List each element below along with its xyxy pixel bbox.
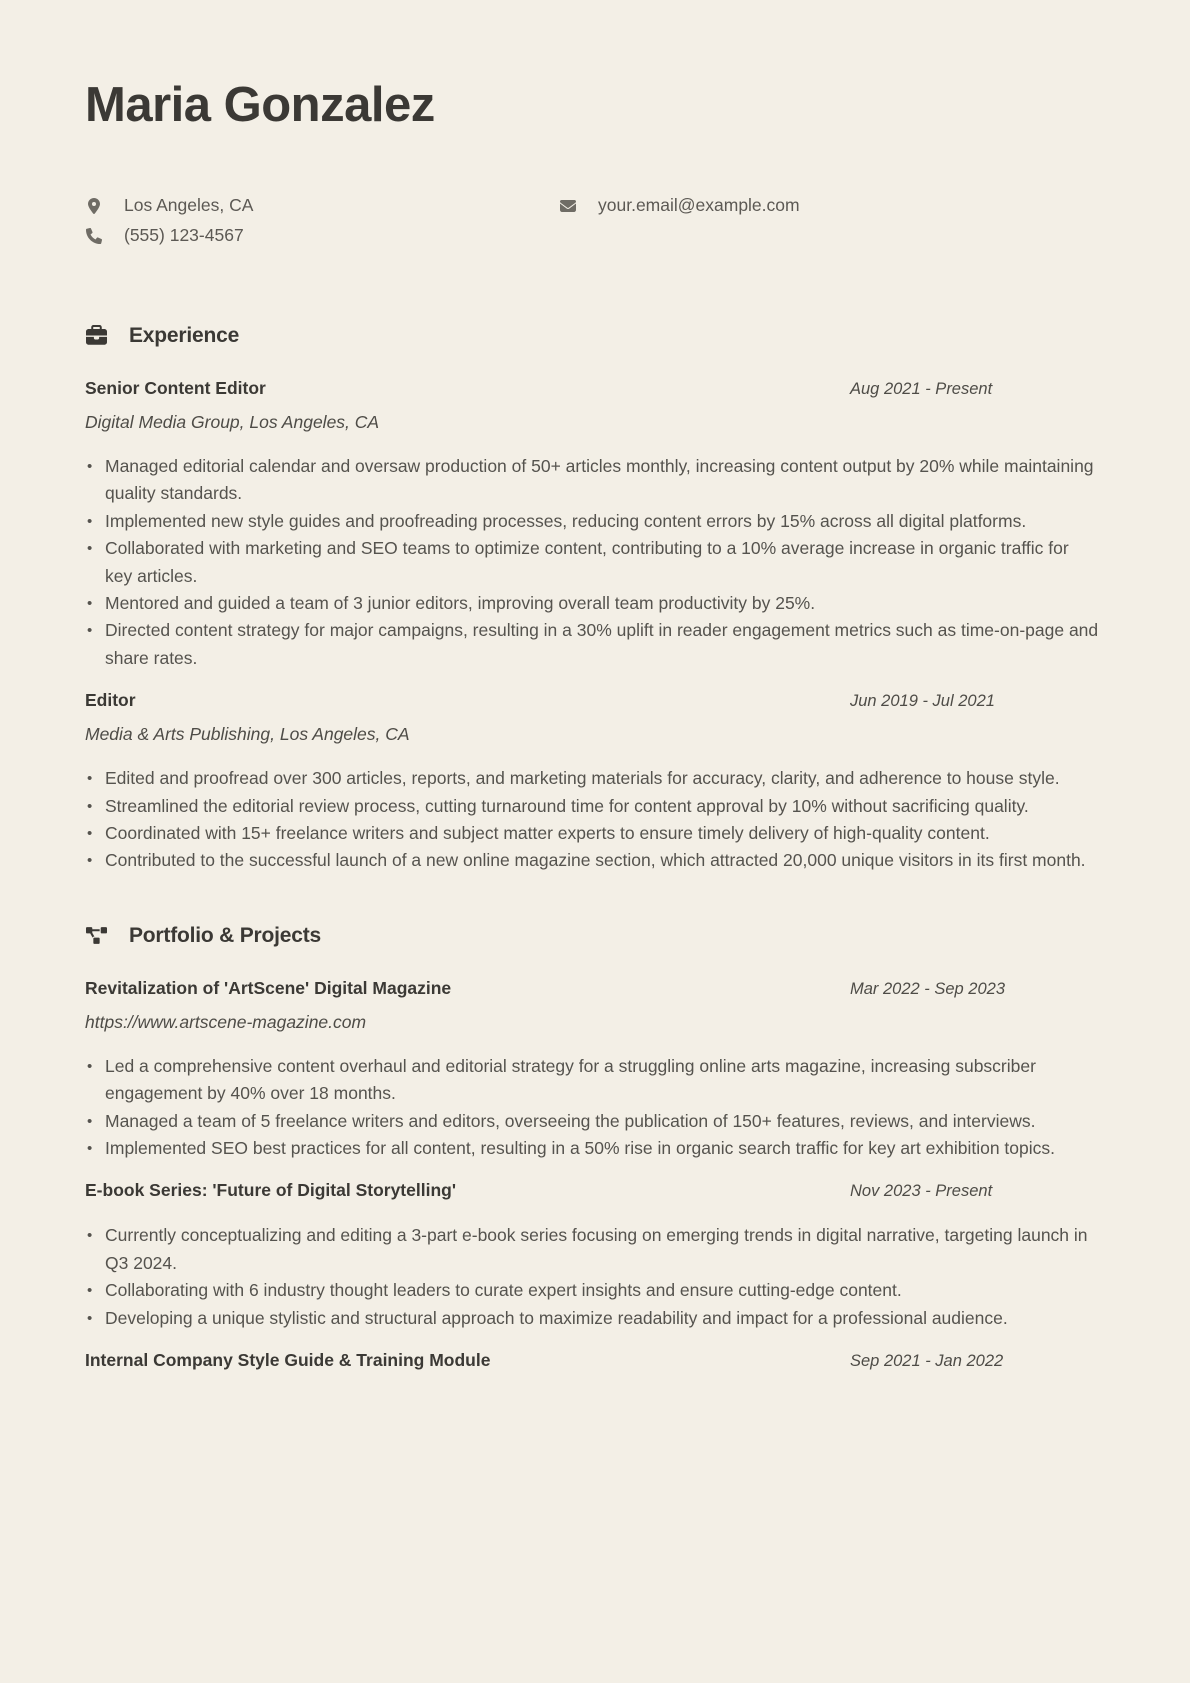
- bullet-item: • Mentored and guided a team of 3 junior editors, improving overall team productivity by 25%.: [85, 590, 1100, 617]
- person-name: Maria Gonzalez: [85, 78, 435, 132]
- bullet-list: [85, 1222, 1100, 1332]
- bullet-item: • Managed a team of 5 freelance writers and editors, overseeing the publication of 150+ features, reviews, and interviews.: [85, 1108, 1100, 1135]
- bullet-item: • Collaborated with marketing and SEO teams to optimize content, contributing to a 10% average increase in organic traffic for key articles.: [85, 535, 1100, 590]
- experience-entry: [85, 687, 1100, 875]
- briefcase-icon: [85, 325, 107, 347]
- section-experience-header: [85, 321, 1100, 351]
- section-title: Experience: [129, 323, 240, 347]
- bullet-item: • Streamlined the editorial review process, cutting turnaround time for content approval by 10% without sacrificing quality.: [85, 793, 1100, 820]
- bullet-item: • Led a comprehensive content overhaul and editorial strategy for a struggling online arts magazine, increasing subscriber engagement by 40% over 18 months.: [85, 1053, 1100, 1108]
- location-pin-icon: [85, 197, 103, 215]
- experience-entry: [85, 375, 1100, 672]
- bullet-list: [85, 1053, 1100, 1163]
- bullet-list: [85, 453, 1100, 672]
- entry-header: [85, 687, 1100, 714]
- contact-info: [85, 191, 1100, 251]
- contact-phone-text: (555) 123-4567: [124, 225, 244, 246]
- project-url-link[interactable]: https://www.artscene-magazine.com: [85, 1011, 367, 1032]
- section-title: Portfolio & Projects: [129, 923, 322, 947]
- section-portfolio-projects: [85, 921, 1100, 1374]
- contact-email-text: your.email@example.com: [598, 195, 800, 216]
- bullet-item: • Directed content strategy for major campaigns, resulting in a 30% uplift in reader engagement metrics such as time-on-page and share rates.: [85, 617, 1100, 672]
- job-title: Senior Content Editor: [85, 377, 266, 398]
- contact-phone: [85, 221, 559, 251]
- bullet-item: • Coordinated with 15+ freelance writers and subject matter experts to ensure timely delivery of high-quality content.: [85, 820, 1100, 847]
- bullet-item: • Edited and proofread over 300 articles, reports, and marketing materials for accuracy, clarity, and adherence to house style.: [85, 765, 1100, 792]
- project-entry: [85, 1347, 1100, 1374]
- contact-column-left: [85, 191, 559, 251]
- entry-header: [85, 375, 1100, 402]
- project-entry: [85, 1177, 1100, 1332]
- contact-location: [85, 191, 559, 221]
- date-range: Mar 2022 - Sep 2023: [850, 979, 1006, 998]
- section-experience: [85, 321, 1100, 875]
- job-title: Editor: [85, 690, 136, 711]
- company-name: Media & Arts Publishing, Los Angeles, CA: [85, 724, 410, 745]
- bullet-item: • Managed editorial calendar and oversaw production of 50+ articles monthly, increasing content output by 20% while maintaining quality standards.: [85, 453, 1100, 508]
- bullet-item: • Developing a unique stylistic and structural approach to maximize readability and impact for a professional audience.: [85, 1305, 1100, 1332]
- date-range: Sep 2021 - Jan 2022: [850, 1352, 1004, 1370]
- project-title: Internal Company Style Guide & Training Module: [85, 1350, 491, 1370]
- project-title: E-book Series: 'Future of Digital Storytelling': [85, 1180, 456, 1201]
- project-diagram-icon: [85, 925, 107, 947]
- entry-header: [85, 975, 1100, 1002]
- project-entry: [85, 975, 1100, 1163]
- entry-header: [85, 1347, 1100, 1374]
- section-portfolio-header: [85, 921, 1100, 951]
- bullet-item: • Collaborating with 6 industry thought leaders to curate expert insights and ensure cutting-edge content.: [85, 1277, 1100, 1304]
- bullet-item: • Currently conceptualizing and editing a 3-part e-book series focusing on emerging trends in digital narrative, targeting launch in Q3 2024.: [85, 1222, 1100, 1277]
- bullet-item: • Implemented SEO best practices for all content, resulting in a 50% rise in organic search traffic for key art exhibition topics.: [85, 1135, 1100, 1162]
- bullet-item: • Implemented new style guides and proofreading processes, reducing content errors by 15% across all digital platforms.: [85, 508, 1100, 535]
- contact-email: [559, 191, 800, 221]
- contact-location-text: Los Angeles, CA: [124, 195, 254, 216]
- date-range: Aug 2021 - Present: [850, 379, 993, 398]
- contact-column-right: [559, 191, 800, 251]
- date-range: Jun 2019 - Jul 2021: [850, 692, 995, 711]
- phone-icon: [85, 227, 103, 245]
- bullet-item: • Contributed to the successful launch of a new online magazine section, which attracted 20,000 unique visitors in its first month.: [85, 847, 1100, 874]
- envelope-icon: [559, 197, 577, 215]
- company-name: Digital Media Group, Los Angeles, CA: [85, 411, 380, 432]
- bullet-list: [85, 765, 1100, 875]
- date-range: Nov 2023 - Present: [850, 1182, 993, 1201]
- project-title: Revitalization of 'ArtScene' Digital Magazine: [85, 977, 452, 998]
- entry-header: [85, 1177, 1100, 1204]
